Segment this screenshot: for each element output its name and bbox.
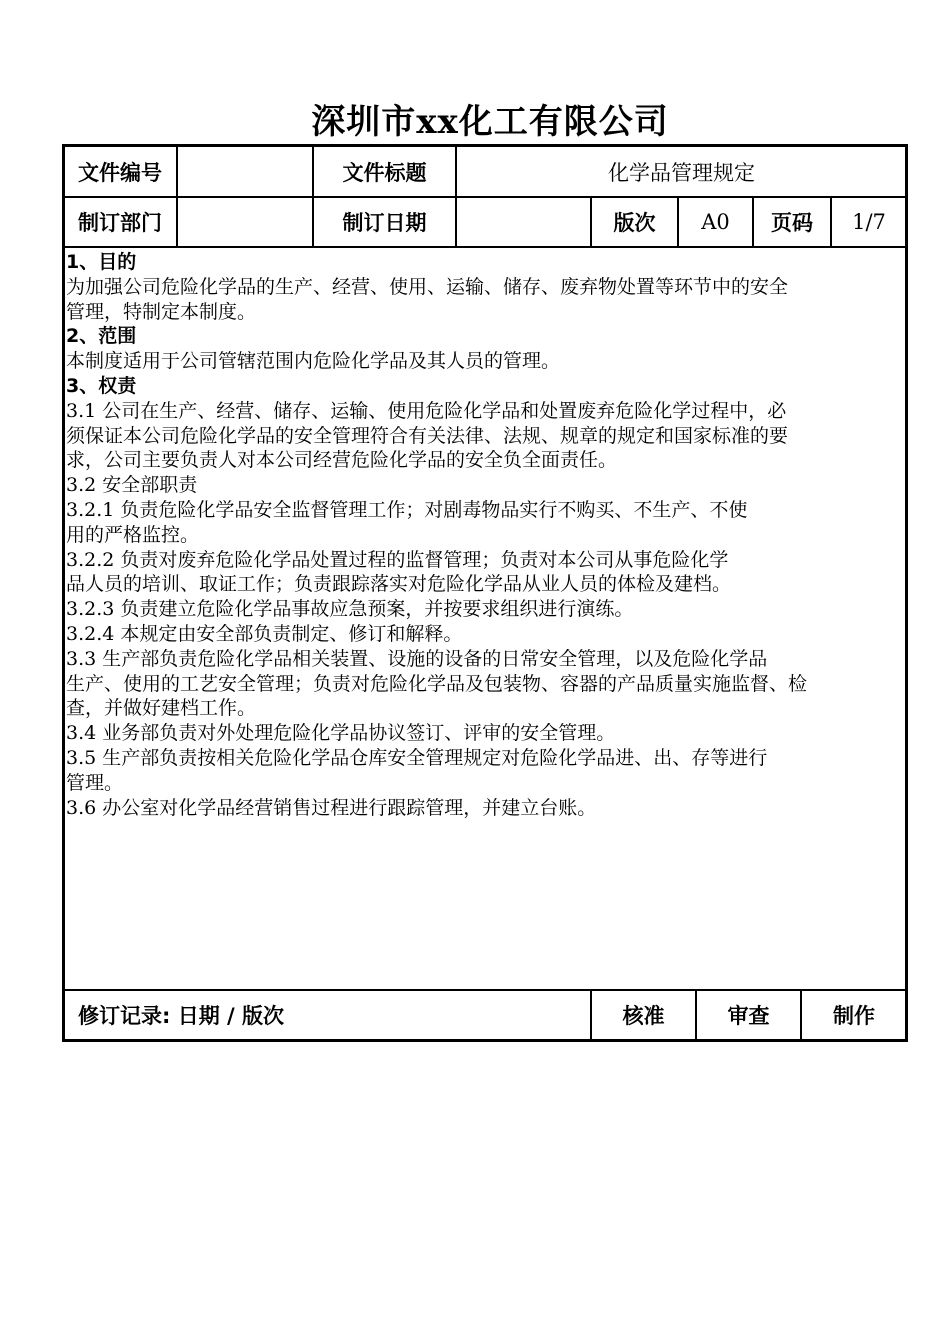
body-line: 3.3 生产部负责危险化学品相关装置、设施的设备的日常安全管理，以及危险化学品	[66, 647, 768, 670]
section-heading: 1、目的	[66, 251, 137, 273]
approve-label: 核准	[622, 1004, 665, 1028]
body-line: 3.2 安全部职责	[66, 474, 198, 497]
body-line: 3.2.2 负责对废弃危险化学品处置过程的监督管理；负责对本公司从事危险化学	[66, 548, 729, 571]
body-line: 求，公司主要负责人对本公司经营危险化学品的安全负全面责任。	[66, 449, 618, 472]
file-no-value[interactable]	[178, 147, 312, 196]
revision-record-label: 修订记录: 日期 / 版次	[78, 1004, 285, 1028]
file-title-label: 文件标题	[342, 160, 427, 185]
body-line: 管理，特制定本制度。	[66, 300, 257, 323]
date-label: 制订日期	[342, 211, 427, 235]
body-line: 用的严格监控。	[66, 523, 200, 546]
dept-value[interactable]	[178, 198, 312, 246]
dept-label: 制订部门	[78, 211, 162, 235]
file-no-label: 文件编号	[78, 160, 162, 185]
section-heading: 3、权责	[66, 374, 137, 397]
body-line: 3.6 办公室对化学品经营销售过程进行跟踪管理，并建立台账。	[66, 796, 597, 819]
page-value: 1/7	[852, 210, 886, 234]
body-line: 查，并做好建档工作。	[66, 697, 257, 720]
make-label: 制作	[833, 1004, 875, 1028]
body-line: 为加强公司危险化学品的生产、经营、使用、运输、储存、废弃物处置等环节中的安全	[66, 275, 789, 298]
version-label: 版次	[613, 211, 656, 235]
body-line: 品人员的培训、取证工作；负责跟踪落实对危险化学品从业人员的体检及建档。	[66, 573, 732, 596]
file-title-value[interactable]: 化学品管理规定	[608, 160, 755, 185]
body-line: 3.1 公司在生产、经营、储存、运输、使用危险化学品和处置废弃危险化学过程中，必	[66, 399, 787, 422]
body-line: 管理。	[66, 771, 124, 794]
row-divider-2	[62, 246, 908, 248]
version-value[interactable]: A0	[701, 210, 730, 234]
body-line: 3.2.1 负责危险化学品安全监督管理工作；对剧毒物品实行不购买、不生产、不使	[66, 498, 748, 521]
company-title: 深圳市xx化工有限公司	[311, 102, 669, 142]
body-line: 须保证本公司危险化学品的安全管理符合有关法律、法规、规章的规定和国家标准的要	[66, 424, 789, 447]
review-label: 审查	[727, 1004, 770, 1028]
body-line: 3.5 生产部负责按相关危险化学品仓库安全管理规定对危险化学品进、出、存等进行	[66, 746, 768, 769]
body-line: 本制度适用于公司管辖范围内危险化学品及其人员的管理。	[66, 350, 561, 373]
page-label: 页码	[771, 211, 813, 235]
body-line: 3.2.3 负责建立危险化学品事故应急预案，并按要求组织进行演练。	[66, 598, 634, 621]
body-line: 3.4 业务部负责对外处理危险化学品协议签订、评审的安全管理。	[66, 722, 616, 745]
body-line: 3.2.4 本规定由安全部负责制定、修订和解释。	[66, 622, 463, 645]
date-value[interactable]	[457, 198, 590, 246]
section-heading: 2、范围	[66, 325, 137, 348]
body-line: 生产、使用的工艺安全管理；负责对危险化学品及包装物、容器的产品质量实施监督、检	[66, 672, 808, 695]
document-body	[66, 250, 906, 820]
